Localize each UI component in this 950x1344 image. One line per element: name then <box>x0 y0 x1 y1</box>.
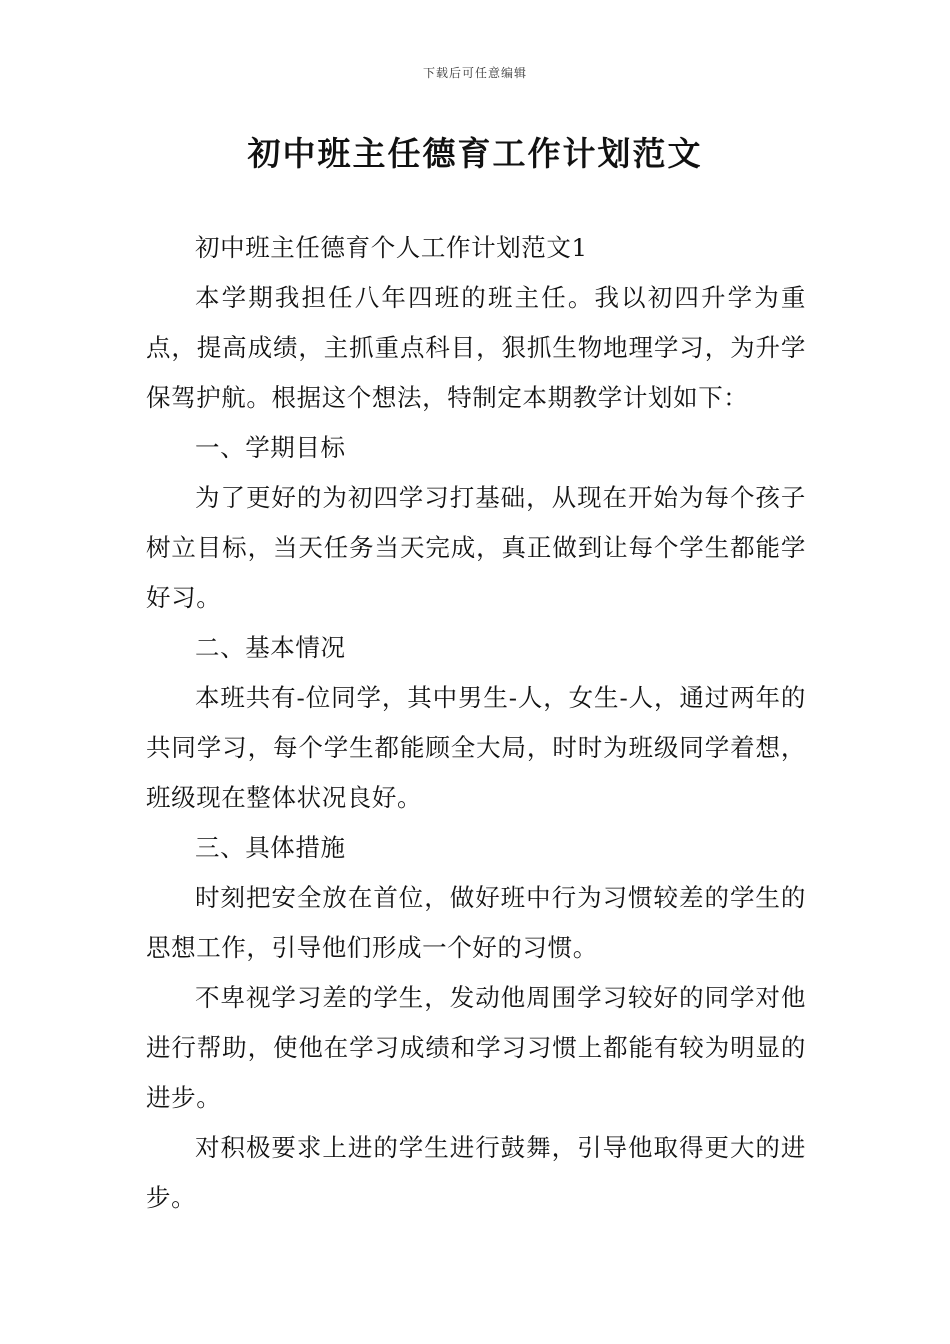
document-title: 初中班主任德育工作计划范文 <box>247 134 703 173</box>
section-heading-situation: 二、基本情况 <box>195 633 346 662</box>
measures-paragraph-2: 不卑视学习差的学生，发动他周围学习较好的同学对他进行帮助，使他在学习成绩和学习习惯上都能有较为明显的进步。 <box>146 983 806 1112</box>
section-heading-goals: 一、学期目标 <box>195 433 346 462</box>
intro-paragraph: 本学期我担任八年四班的班主任。我以初四升学为重点，提高成绩，主抓重点科目，狠抓生物地理学习，为升学保驾护航。根据这个想法，特制定本期教学计划如下： <box>146 283 806 412</box>
measures-paragraph-1: 时刻把安全放在首位，做好班中行为习惯较差的学生的思想工作，引导他们形成一个好的习惯。 <box>146 883 806 962</box>
goals-paragraph: 为了更好的为初四学习打基础，从现在开始为每个孩子树立目标，当天任务当天完成，真正做到让每个学生都能学好习。 <box>146 483 806 612</box>
situation-paragraph: 本班共有-位同学，其中男生-人，女生-人，通过两年的共同学习，每个学生都能顾全大局，时时为班级同学着想，班级现在整体状况良好。 <box>146 683 806 812</box>
measures-paragraph-3: 对积极要求上进的学生进行鼓舞，引导他取得更大的进步。 <box>146 1133 806 1212</box>
header-note: 下载后可任意编辑 <box>422 66 527 80</box>
subtitle-paragraph: 初中班主任德育个人工作计划范文1 <box>195 233 588 262</box>
document-body <box>146 223 806 1223</box>
section-heading-measures: 三、具体措施 <box>195 833 346 862</box>
